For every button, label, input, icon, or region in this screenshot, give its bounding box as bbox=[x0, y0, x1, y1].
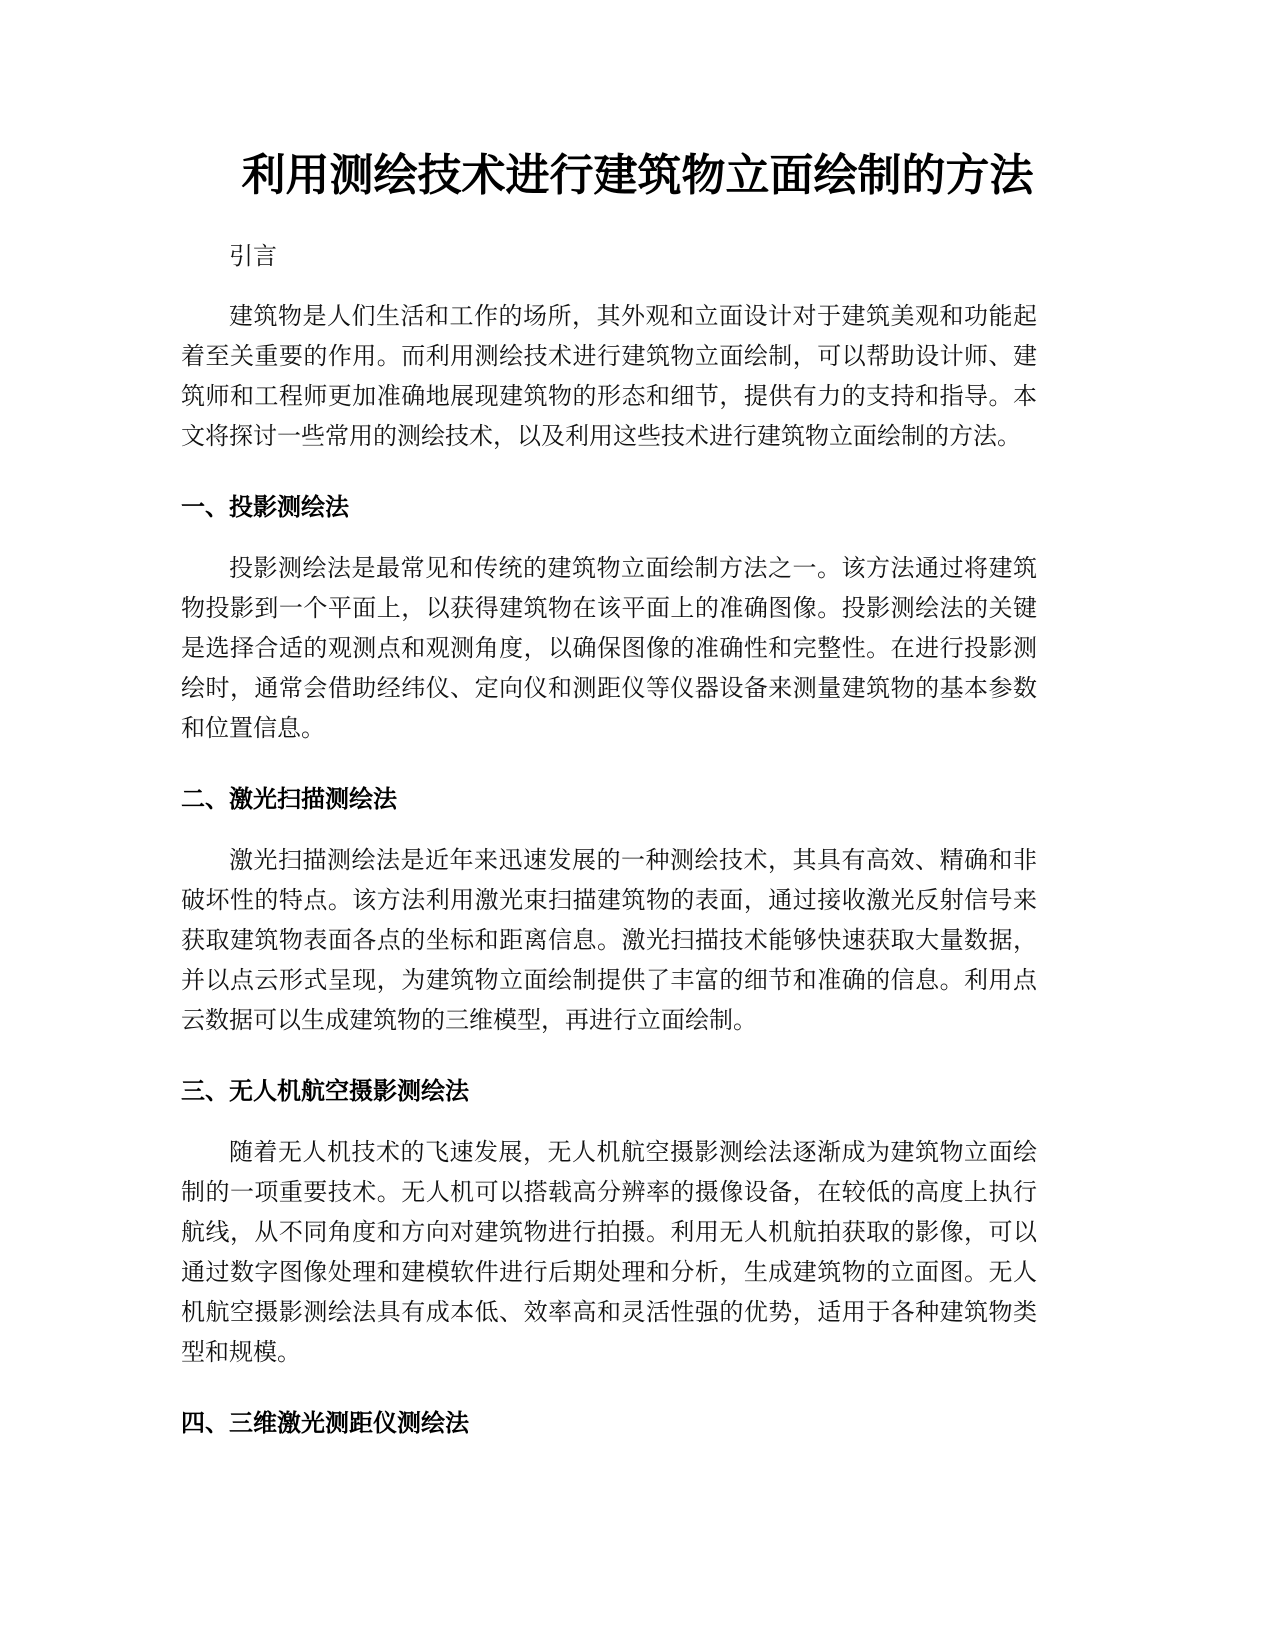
section-paragraph-1: 投影测绘法是最常见和传统的建筑物立面绘制方法之一。该方法通过将建筑物投影到一个平面上，以获得建筑物在该平面上的准确图像。投影测绘法的关键是选择合适的观测点和观测角度，以确保图像的准确性和完整性。在进行投影测绘时，通常会借助经纬仪、定向仪和测距仪等仪器设备来测量建筑物的基本参数和位置信息。 bbox=[181, 554, 1037, 742]
intro-paragraph: 建筑物是人们生活和工作的场所，其外观和立面设计对于建筑美观和功能起着至关重要的作用。而利用测绘技术进行建筑物立面绘制，可以帮助设计师、建筑师和工程师更加准确地展现建筑物的形态和细节，提供有力的支持和指导。本文将探讨一些常用的测绘技术，以及利用这些技术进行建筑物立面绘制的方法。 bbox=[181, 302, 1037, 450]
section-paragraph-2: 激光扫描测绘法是近年来迅速发展的一种测绘技术，其具有高效、精确和非破坏性的特点。该方法利用激光束扫描建筑物的表面，通过接收激光反射信号来获取建筑物表面各点的坐标和距离信息。激光扫描技术能够快速获取大量数据，并以点云形式呈现，为建筑物立面绘制提供了丰富的细节和准确的信息。利用点云数据可以生成建筑物的三维模型，再进行立面绘制。 bbox=[181, 846, 1037, 1034]
section-heading-4: 四、三维激光测距仪测绘法 bbox=[181, 1409, 469, 1437]
document-title: 利用测绘技术进行建筑物立面绘制的方法 bbox=[241, 150, 1034, 201]
section-heading-2: 二、激光扫描测绘法 bbox=[181, 785, 397, 813]
section-paragraph-3: 随着无人机技术的飞速发展，无人机航空摄影测绘法逐渐成为建筑物立面绘制的一项重要技术。无人机可以搭载高分辨率的摄像设备，在较低的高度上执行航线，从不同角度和方向对建筑物进行拍摄。利用无人机航拍获取的影像，可以通过数字图像处理和建模软件进行后期处理和分析，生成建筑物的立面图。无人机航空摄影测绘法具有成本低、效率高和灵活性强的优势，适用于各种建筑物类型和规模。 bbox=[181, 1138, 1037, 1366]
intro-label: 引言 bbox=[229, 242, 277, 270]
section-heading-1: 一、投影测绘法 bbox=[181, 493, 349, 521]
document-body bbox=[181, 236, 1037, 1464]
section-heading-3: 三、无人机航空摄影测绘法 bbox=[181, 1077, 469, 1105]
